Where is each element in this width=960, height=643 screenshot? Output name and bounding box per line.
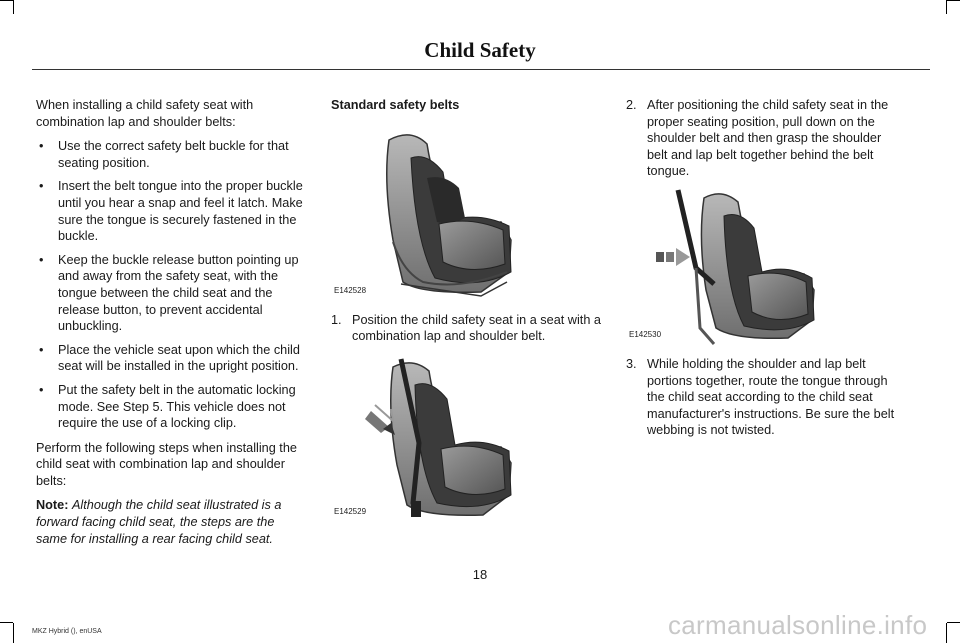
child-seat-grasp-illustration — [626, 188, 898, 346]
crop-mark — [946, 623, 947, 643]
figure-code: E142529 — [334, 507, 367, 517]
column-middle — [331, 97, 603, 533]
note-label: Note: — [36, 498, 69, 513]
note-paragraph — [36, 497, 308, 547]
child-seat-belt-illustration — [331, 353, 603, 523]
column-right — [626, 97, 898, 447]
list-item: • Place the vehicle seat upon which the child seat will be installed in the upright position. — [36, 342, 308, 375]
step-1 — [331, 312, 603, 345]
step-text: While holding the shoulder and lap belt portions together, route the tongue through the child seat according to the child seat manufacturer's instructions. Be sure the belt webbing is not twisted. — [647, 356, 895, 438]
list-item: • Keep the buckle release button pointing up and away from the safety seat, with the tongue between the child seat and the release button, to prevent accidental unbuckling. — [36, 252, 308, 335]
child-seat-illustration — [331, 122, 603, 302]
note-text: Although the child seat illustrated is a forward facing child seat, the steps are the same for installing a rear facing child seat. — [36, 498, 282, 546]
step-text: After positioning the child safety seat in the proper seating position, pull down on the shoulder belt and then grasp the shoulder belt and lap belt together behind the belt tongue. — [647, 98, 889, 179]
crop-mark — [13, 0, 14, 14]
footer-model-text: MKZ Hybrid (), enUSA — [32, 628, 102, 635]
watermark: carmanualsonline.info — [668, 610, 928, 640]
bullet-list — [36, 138, 308, 432]
step-number: 2. — [626, 98, 637, 112]
crop-mark — [947, 0, 960, 1]
step-3 — [626, 356, 898, 439]
figure-seat-3 — [626, 188, 898, 346]
column-left — [36, 97, 308, 555]
section-subheading: Standard safety belts — [331, 98, 460, 112]
step-number: 3. — [626, 356, 637, 371]
step-2 — [626, 97, 898, 180]
crop-mark — [13, 623, 14, 643]
figure-code: E142528 — [334, 286, 367, 295]
figure-code: E142530 — [629, 330, 662, 340]
crop-mark — [947, 622, 960, 623]
figure-seat-2 — [331, 353, 603, 523]
perform-paragraph: Perform the following steps when installing the child seat with combination lap and shoulder belts: — [36, 440, 297, 488]
list-item: • Insert the belt tongue into the proper buckle until you hear a snap and feel it latch. Make sure the tongue is securely fastened in the buckle. — [36, 178, 308, 244]
intro-paragraph: When installing a child safety seat with combination lap and shoulder belts: — [36, 98, 254, 129]
crop-mark — [0, 0, 13, 1]
page-number: 18 — [472, 567, 488, 582]
step-text: Position the child safety seat in a seat with a combination lap and shoulder belt. — [352, 312, 601, 344]
page-title: Child Safety — [424, 38, 536, 62]
header-divider — [32, 69, 930, 70]
step-number: 1. — [331, 312, 342, 327]
figure-seat-1 — [331, 122, 603, 302]
crop-mark — [946, 0, 947, 14]
list-item: • Use the correct safety belt buckle for that seating position. — [36, 138, 308, 171]
crop-mark — [0, 622, 13, 623]
list-item: • Put the safety belt in the automatic locking mode. See Step 5. This vehicle does not require the use of a locking clip. — [36, 382, 308, 432]
